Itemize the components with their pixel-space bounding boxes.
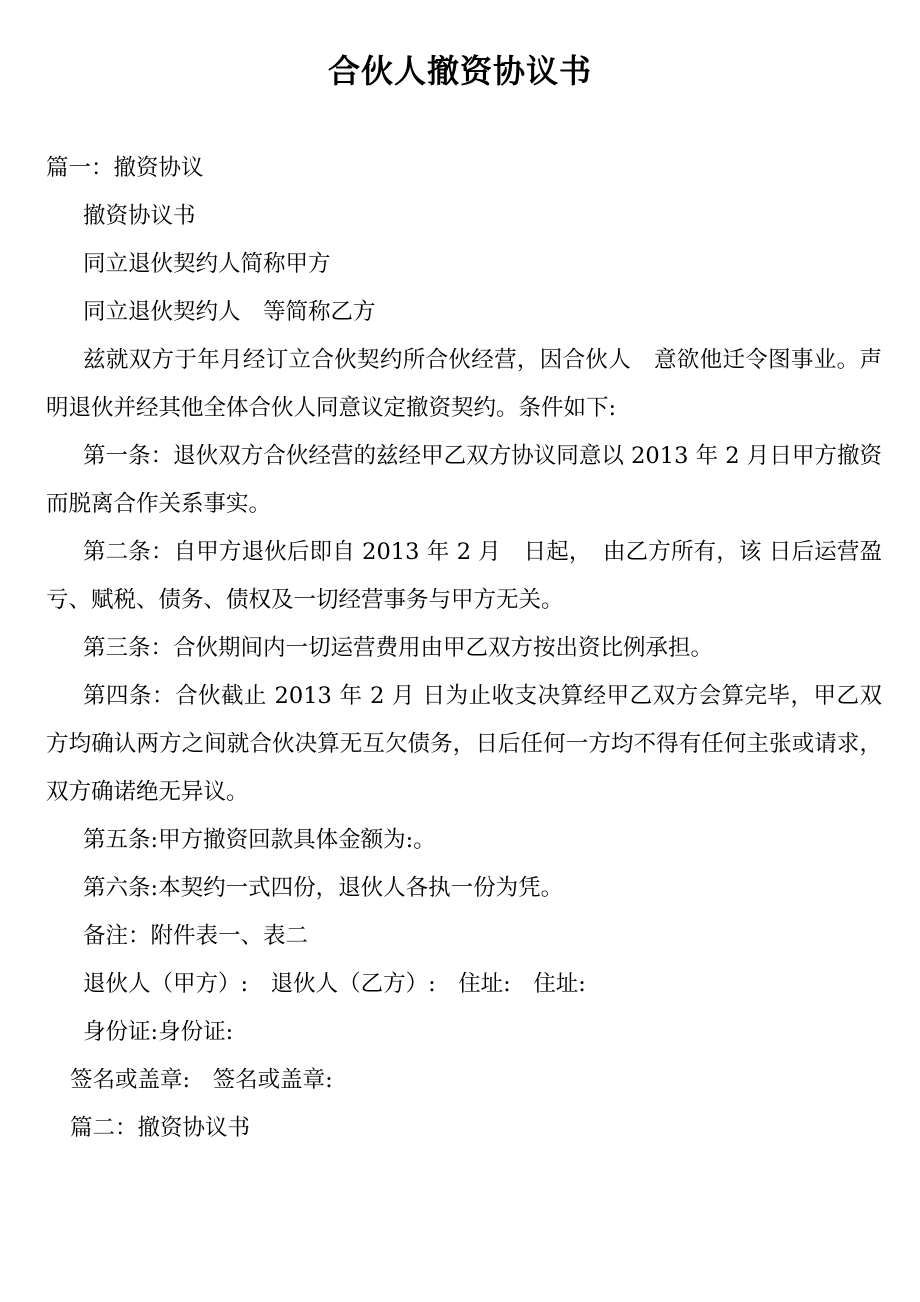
- article-5: 第五条:甲方撤资回款具体金额为:。: [83, 827, 436, 853]
- party-a-line: 同立退伙契约人简称甲方: [83, 251, 331, 277]
- document-title: 合伙人撤资协议书: [327, 52, 592, 90]
- document-body: [46, 144, 882, 1152]
- signature-line: 签名或盖章: 签名或盖章:: [70, 1067, 333, 1093]
- section-heading-part-two: 篇二：撤资协议书: [70, 1115, 251, 1141]
- article-4: 第四条：合伙截止 2013 年 2 月 日为止收支决算经甲乙双方会算完毕，甲乙双方均确认两方之间就合伙决算无互欠债务，日后任何一方均不得有任何主张或请求，双方确诺绝无异议。: [46, 683, 882, 805]
- id-card-line: 身份证:身份证:: [83, 1019, 234, 1045]
- article-6: 第六条:本契约一式四份，退伙人各执一份为凭。: [83, 875, 564, 901]
- agreement-subtitle: 撤资协议书: [83, 203, 196, 229]
- article-3: 第三条：合伙期间内一切运营费用由甲乙双方按出资比例承担。: [83, 635, 714, 661]
- party-b-line: 同立退伙契约人 等简称乙方: [83, 299, 376, 325]
- preamble-paragraph: 兹就双方于年月经订立合伙契约所合伙经营，因合伙人 意欲他迁令图事业。声明退伙并经其他全体合伙人同意议定撤资契约。条件如下:: [46, 347, 882, 421]
- parties-address-line: 退伙人（甲方）: 退伙人（乙方）: 住址: 住址:: [83, 971, 586, 997]
- article-1: 第一条：退伙双方合伙经营的兹经甲乙双方协议同意以 2013 年 2 月日甲方撤资而脱离合作关系事实。: [46, 443, 882, 517]
- article-2: 第二条：自甲方退伙后即自 2013 年 2 月 日起， 由乙方所有，该 日后运营盈亏、赋税、债务、债权及一切经营事务与甲方无关。: [46, 539, 882, 613]
- section-heading-part-one: 篇一：撤资协议: [46, 155, 204, 181]
- remarks-line: 备注：附件表一、表二: [83, 923, 309, 949]
